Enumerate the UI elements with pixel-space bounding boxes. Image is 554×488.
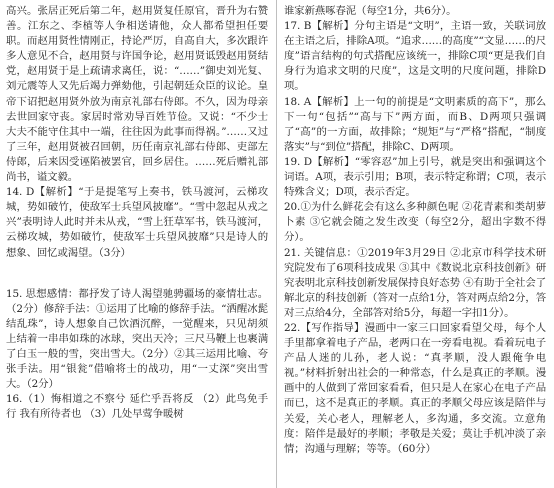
answer-19-label: 19. D — [284, 155, 312, 168]
right-column — [284, 4, 546, 457]
answer-20-text: ①为什么鲜花会有这么多种颜色呢 ②花青素和类胡萝卜素 ③它就会随之发生改变（每空2分，超出字数不得分）。 — [284, 201, 546, 244]
answer-20-label: 20. — [284, 201, 301, 214]
answer-21-text: ①2019年3月29日 ②北京市科学技术研究院发布了6项科技成果 ③其中《数说北京科技创新》研究表明北京科技创新发展保持良好态势 ④有助于全社会了解北京的科技创新（答对一点给1分，答对两点给2分，答对三点给4分，全部答对给5分，每超一字扣1分）。 — [284, 246, 546, 319]
answer-16-text: （1）悔相道之不察兮 延伫乎吾将反 （2）此鸟免手行 我有所待者也 （3）几处早莺争暖树 — [6, 393, 268, 421]
answer-22-label: 22. — [284, 321, 301, 334]
answer-16 — [6, 392, 268, 422]
answer-18-label: 18. A — [284, 95, 312, 108]
answer-14-text: 【解析】“于是提笔写上奏书，铁马渡河，云梯攻城，势如破竹，使敌军士兵望风披靡”。“雪中忽起从戎之兴”表明诗人此时并未从戎，“雪上狂草军书，铁马渡河，云梯攻城，势如破竹，使敌军士兵望风披靡”只是诗人的想象、回忆或渴望。（3分） — [6, 186, 268, 259]
left-column — [6, 4, 268, 422]
column-divider — [276, 0, 277, 488]
answer-19-text: 【解析】“零容忍”加上引号，就是突出和强调这个词语。A项，表示引用；B项，表示特定称谓；C项，表示特殊含义；D项，表示否定。 — [284, 155, 546, 199]
answer-15 — [6, 287, 268, 393]
answer-22 — [284, 321, 546, 457]
answer-16-label: 16. — [6, 393, 23, 406]
answer-18-text: 【解析】上一句的前提是“文明素质的高下”，那么下一句“包括”“高与下”两方面，而B、D两项只强调了“高”的一方面，故排除；“规矩”与“严格”搭配，“制度落实”与“到位”搭配，排除C、D两项。 — [284, 95, 546, 153]
answer-15-text: 都抒发了诗人渴望驰骋疆场的豪情壮志。（2分）修辞手法：①运用了比喻的修辞手法。“洒醒冰髭结乱珠”，诗人想象自己饮酒沉醉，一觉醒来，只见胡须上结着一串串如珠的冰球，突出天冷；三尺马鞭上也裹满了白玉一般的雪，突出雪大。（2分）②其三运用比喻、夸张手法。用“银瓮”借喻将士的战功，用“一丈深”突出雪大。（2分） — [6, 287, 268, 391]
spacer — [6, 261, 268, 287]
answer-17-text: 【解析】分句主语是“文明”，主语一致，关联词放在主语之后，排除A项。“追求……的高度”“文显……的尺度”语言结构的句式搭配应该统一，排除C项“更是我们自身行为追求文明的尺度”，这是文明的尺度问题，排除D项。 — [284, 20, 546, 93]
answer-21-label: 21. 关键信息： — [284, 246, 358, 259]
answer-14-label: 14. D — [6, 186, 35, 199]
answer-15-label: 15. 思想感情： — [6, 287, 79, 300]
answer-21 — [284, 246, 546, 321]
answer-22-text: 【写作指导】漫画中一家三口回家看望父母，每个人手里都拿着电子产品，老两口在一旁看电视。看着玩电子产品人迷的儿孙，老人说：“真孝顺，没人跟俺争电视。”材料折射出社会的一种常态，什么是真正的孝顺。漫画中的人做到了常回家看看，但只是人在家心在电子产品而已，这不是真正的孝顺。真正的孝顺父母应该是陪伴与关爱，关心老人，理解老人，多沟通，多交流。立意角度：陪伴是最好的孝顺；孝敬是关爱；莫让手机冲淡了亲情；沟通与理解；等等。（60分） — [284, 321, 546, 455]
answer-17-label: 17. B — [284, 20, 312, 33]
answer-17 — [284, 19, 546, 94]
answer-16-continued: 谁家新燕啄春泥（每空1分，共6分）。 — [284, 5, 457, 17]
answer-14 — [6, 185, 268, 260]
answer-18 — [284, 95, 546, 155]
answer-20 — [284, 200, 546, 245]
answer-19 — [284, 155, 546, 200]
answer-intro-paragraph: 高兴。张居正死后第二年，赵用贤复任原官，晋升为右赞善。江东之、李植等人争相送请他，众人都希望担任要职。而赵用贤性情刚正，持论严厉，自高自大，多次跟许多人意见不合，赵用贤与许国争论，赵用贤诋毁赵用贤结党，赵用贤于是上疏请求离任，说：“……”御史刘光复、刘元震等人又先后竭力弹劾他，引起朝廷众臣的议论。皇帝下诏把赵用贤外放为南京礼部右侍郎。不久，因为母亲去世回家守丧。家居时常劝导百姓节俭。又说：“不少士大夫不能守住其中一端，往往因为此事而得祸。”……又过了三年，赵用贤被召回朝，历任南京礼部右侍郎、吏部左侍郎，后来因受诬陷被罢官，回乡居住。……死后赠礼部尚书，谥文毅。 — [6, 5, 268, 184]
